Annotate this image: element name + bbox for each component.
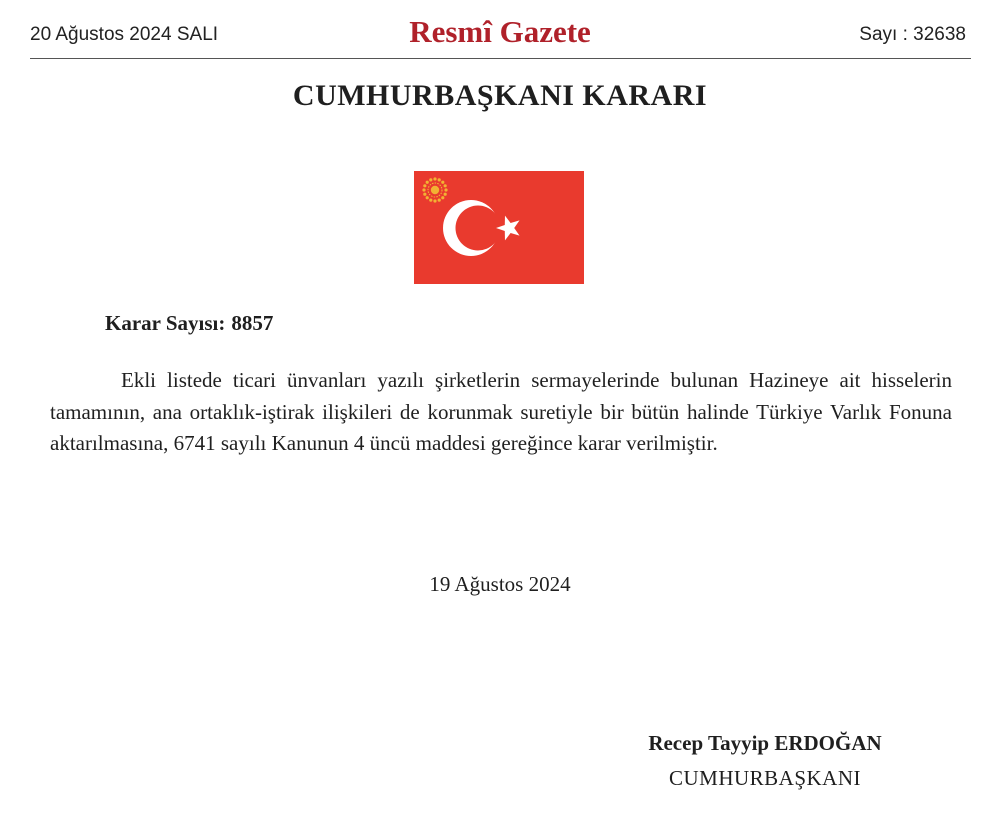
decision-number-line <box>105 311 273 336</box>
signer-name: Recep Tayyip ERDOĞAN <box>648 731 882 755</box>
signer-title: CUMHURBAŞKANI <box>668 766 862 790</box>
crescent-inner <box>456 206 501 251</box>
gazette-title: Resmî Gazete <box>409 14 591 49</box>
decision-date: 19 Ağustos 2024 <box>429 572 571 596</box>
publication-date: 20 Ağustos 2024 SALI <box>30 24 219 45</box>
signature-block <box>600 731 930 791</box>
turkish-flag-icon <box>414 171 584 284</box>
decision-number-value: 8857 <box>231 311 274 335</box>
decision-body: Ekli listede ticari ünvanları yazılı şirketlerin sermayelerinde bulunan Hazineye ait hisselerin tamamının, ana ortaklık-iştirak ilişkileri de korunmak suretiyle bir bütün halinde Türkiye Varlık Fonuna aktarılmasına, 6741 sayılı Kanunun 4 üncü maddesi gereğince karar verilmiştir. <box>50 368 952 455</box>
header-divider <box>30 58 971 59</box>
document-type-heading: CUMHURBAŞKANI KARARI <box>292 79 708 112</box>
decision-number-label: Karar Sayısı: <box>105 311 226 335</box>
gazette-header <box>30 14 970 58</box>
issue-number: Sayı : 32638 <box>859 24 966 45</box>
